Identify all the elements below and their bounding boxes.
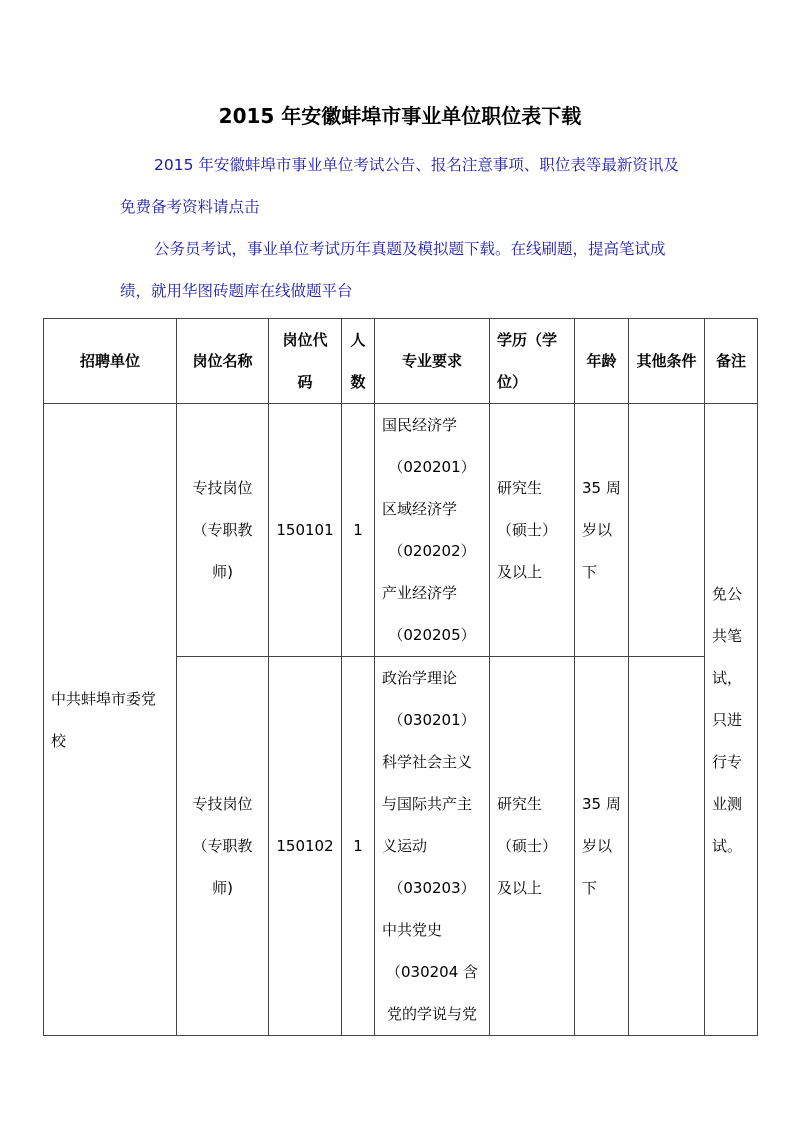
cell-age: 35 周岁以下 [575, 657, 629, 1036]
promo-link-question-bank[interactable]: 公务员考试，事业单位考试历年真题及模拟题下载。在线刷题，提高笔试成绩，就用华图砖题库在线做题平台 [120, 240, 666, 300]
cell-position-name: 专技岗位（专职教师) [177, 404, 269, 657]
cell-unit: 中共蚌埠市委党校 [44, 404, 177, 1036]
major-item: 国民经济学 [382, 416, 458, 434]
cell-other-conditions [629, 657, 705, 1036]
header-position-name: 岗位名称 [177, 319, 269, 404]
cell-position-name: 专技岗位（专职教师) [177, 657, 269, 1036]
cell-major [375, 657, 490, 1036]
promo-paragraph-exam-news [120, 144, 685, 228]
header-count: 人数 [342, 319, 375, 404]
major-code: （030204 含党的学说与党 [385, 963, 479, 1023]
major-item: 产业经济学 [382, 584, 458, 602]
cell-count: 1 [342, 657, 375, 1036]
cell-position-code: 150102 [269, 657, 342, 1036]
cell-position-code: 150101 [269, 404, 342, 657]
major-item: 政治学理论 [382, 669, 458, 687]
table-header-row [44, 319, 758, 404]
cell-count: 1 [342, 404, 375, 657]
table-row [44, 404, 758, 657]
cell-education: 研究生（硕士）及以上 [490, 404, 575, 657]
header-education: 学历（学位） [490, 319, 575, 404]
job-position-table [43, 318, 758, 1036]
header-position-code: 岗位代码 [269, 319, 342, 404]
header-unit: 招聘单位 [44, 319, 177, 404]
major-code: （020201） [388, 458, 476, 476]
header-age: 年龄 [575, 319, 629, 404]
major-code: （020205） [388, 626, 476, 644]
header-note: 备注 [705, 319, 758, 404]
promo-link-exam-news[interactable]: 2015 年安徽蚌埠市事业单位考试公告、报名注意事项、职位表等最新资讯及免费备考资料请点击 [120, 156, 679, 216]
major-item: 区域经济学 [382, 500, 458, 518]
promo-paragraph-question-bank [120, 228, 685, 312]
header-other-conditions: 其他条件 [629, 319, 705, 404]
page-title: 2015 年安徽蚌埠市事业单位职位表下载 [218, 104, 582, 128]
major-code: （020202） [388, 542, 476, 560]
cell-age: 35 周岁以下 [575, 404, 629, 657]
cell-other-conditions [629, 404, 705, 657]
cell-note: 免公共笔试，只进行专业测试。 [705, 404, 758, 1036]
cell-education: 研究生（硕士）及以上 [490, 657, 575, 1036]
cell-major [375, 404, 490, 657]
major-code: （030201） [388, 711, 476, 729]
header-major: 专业要求 [375, 319, 490, 404]
major-item: 科学社会主义与国际共产主义运动 [382, 753, 473, 855]
major-item: 中共党史 [382, 921, 443, 939]
major-code: （030203） [388, 879, 476, 897]
